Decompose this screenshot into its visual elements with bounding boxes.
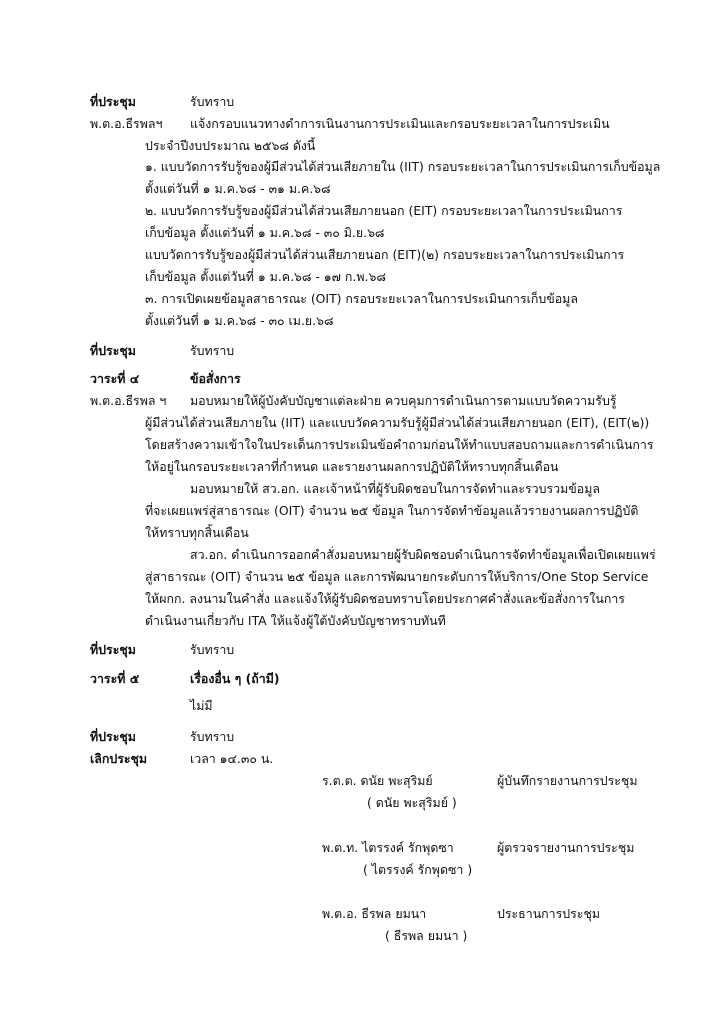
signature-2-role: ผู้ตรวจรายงานการประชุม <box>497 840 635 855</box>
meeting-label-2: ที่ประชุม <box>90 343 136 358</box>
agenda5-body: ไม่มี <box>190 698 213 713</box>
signature-3-role: ประธานการประชุม <box>497 906 601 921</box>
topic1-line-0: แจ้งกรอบแนวทางดำการเนินงานการประเมินและกรอบระยะเวลาในการประเมิน <box>190 116 610 131</box>
meeting-label-4: ที่ประชุม <box>90 729 136 744</box>
meeting-value-4: รับทราบ <box>190 729 235 744</box>
signature-1-name: ร.ต.ต. ดนัย พะสุริมย์ <box>322 773 433 788</box>
topic1-line-7: เก็บข้อมูล ตั้งแต่วันที่ ๑ ม.ค.๖๘ - ๑๗ ก.พ.๖๘ <box>145 269 386 284</box>
topic1-line-5: เก็บข้อมูล ตั้งแต่วันที่ ๑ ม.ค.๖๘ - ๓๐ มิ.ย.๖๘ <box>145 225 385 240</box>
signature-2-paren: ( ไตรรงค์ รักพุดซา ) <box>363 862 473 877</box>
signature-2-name: พ.ต.ท. ไตรรงค์ รักพุดซา <box>322 840 454 855</box>
topic1-line-6: แบบวัดการรับรู้ของผู้มีส่วนได้ส่วนเสียภายนอก (EIT)(๒) กรอบระยะเวลาในการประเมินการ <box>145 247 625 262</box>
agenda4-line-5: ที่จะเผยแพร่สู่สาธารณะ (OIT) จำนวน ๒๕ ข้อมูล ในการจัดทำข้อมูลแล้วรายงานผลการปฏิบัติ <box>145 503 639 518</box>
agenda4-title: ข้อสั่งการ <box>190 371 241 386</box>
meeting-label-1: ที่ประชุม <box>90 94 136 109</box>
meeting-value-2: รับทราบ <box>190 343 235 358</box>
signature-3-name: พ.ต.อ. ธีรพล ยมนา <box>322 906 427 921</box>
agenda4-line-1: ผู้มีส่วนได้ส่วนเสียภายใน (IIT) และแบบวัดความรับรู้ผู้มีส่วนได้ส่วนเสียภายนอก (EIT), (EIT(๒)) <box>145 415 650 430</box>
agenda4-line-3: ให้อยู่ในกรอบระยะเวลาที่กำหนด และรายงานผลการปฏิบัติให้ทราบทุกสิ้นเดือน <box>145 459 559 474</box>
meeting-value-1: รับทราบ <box>190 94 235 109</box>
agenda5-label: วาระที่ ๕ <box>90 671 140 686</box>
speaker-1: พ.ต.อ.ธีรพลฯ <box>90 116 163 131</box>
topic1-line-8: ๓. การเปิดเผยข้อมูลสาธารณะ (OIT) กรอบระยะเวลาในการประเมินการเก็บข้อมูล <box>145 291 578 306</box>
signature-1-paren: ( ดนัย พะสุริมย์ ) <box>367 795 457 810</box>
closing-time: เวลา ๑๔.๓๐ น. <box>190 751 274 766</box>
agenda4-speaker: พ.ต.อ.ธีรพล ฯ <box>90 393 167 408</box>
agenda4-line-2: โดยสร้างความเข้าใจในประเด็นการประเมินข้อคำถามก่อนให้ทำแบบสอบถามและการดำเนินการ <box>145 437 654 452</box>
closing-label: เลิกประชุม <box>90 751 148 766</box>
agenda4-line-6: ให้ทราบทุกสิ้นเดือน <box>145 525 249 540</box>
topic1-line-4: ๒. แบบวัดการรับรู้ของผู้มีส่วนได้ส่วนเสียภายนอก (EIT) กรอบระยะเวลาในการประเมินการ <box>145 203 623 218</box>
meeting-label-3: ที่ประชุม <box>90 642 136 657</box>
topic1-line-2: ๑. แบบวัดการรับรู้ของผู้มีส่วนได้ส่วนเสียภายใน (IIT) กรอบระยะเวลาในการประเมินการเก็บข้อมูล <box>145 159 661 174</box>
meeting-value-3: รับทราบ <box>190 642 235 657</box>
topic1-line-1: ประจำปีงบประมาณ ๒๕๖๘ ดังนี้ <box>145 138 316 153</box>
signature-1-role: ผู้บันทึกรายงานการประชุม <box>497 773 638 788</box>
agenda5-title: เรื่องอื่น ๆ (ถ้ามี) <box>190 671 280 686</box>
topic1-line-3: ตั้งแต่วันที่ ๑ ม.ค.๖๘ - ๓๑ ม.ค.๖๘ <box>145 181 331 196</box>
agenda4-line-4: มอบหมายให้ สว.อก. และเจ้าหน้าที่ผู้รับผิดชอบในการจัดทำและรวบรวมข้อมูล <box>190 481 600 496</box>
signature-3-paren: ( ธีรพล ยมนา ) <box>385 928 468 943</box>
agenda4-line-10: ดำเนินงานเกี่ยวกับ ITA ให้แจ้งผู้ใต้บังคับบัญชาทราบทันที <box>145 613 446 628</box>
topic1-line-9: ตั้งแต่วันที่ ๑ ม.ค.๖๘ - ๓๐ เม.ย.๖๘ <box>145 313 334 328</box>
agenda4-label: วาระที่ ๔ <box>90 371 140 386</box>
agenda4-line-8: สู่สาธารณะ (OIT) จำนวน ๒๕ ข้อมูล และการพัฒนายกระดับการให้บริการ/One Stop Service <box>145 569 649 584</box>
agenda4-line-7: สว.อก. ดำเนินการออกคำสั่งมอบหมายผู้รับผิดชอบดำเนินการจัดทำข้อมูลเพื่อเปิดเผยแพร่ <box>190 547 656 562</box>
agenda4-line-0: มอบหมายให้ผู้บังคับบัญชาแต่ละฝ่าย ควบคุมการดำเนินการตามแบบวัดความรับรู้ <box>190 393 617 408</box>
agenda4-line-9: ให้ผกก. ลงนามในคำสั่ง และแจ้งให้ผู้รับผิดชอบทราบโดยประกาศคำสั่งและข้อสั่งการในการ <box>145 591 625 606</box>
